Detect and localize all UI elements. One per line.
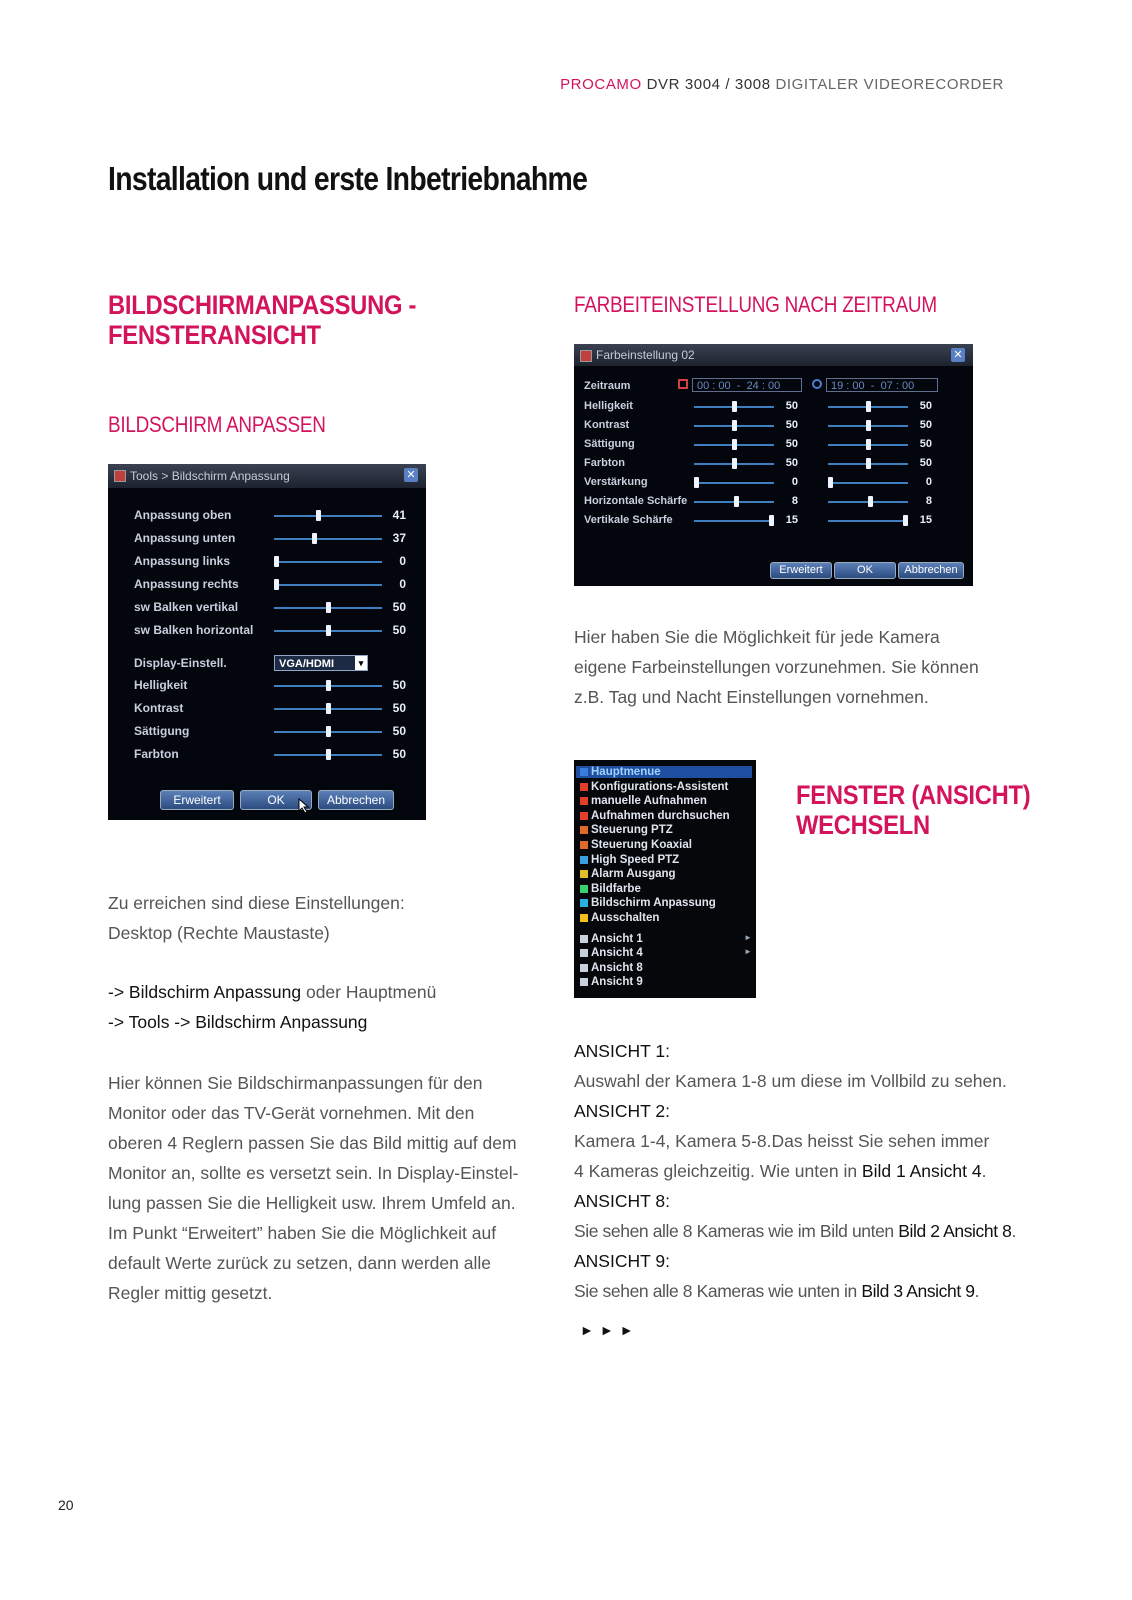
path-line-2: -> Tools -> Bildschirm Anpassung (108, 1012, 368, 1032)
view-text-part: Sie sehen alle 8 Kameras wie unten in (574, 1281, 862, 1301)
slider-track-b (828, 520, 908, 522)
heading-view-line-2: WECHSELN (796, 810, 930, 840)
screenshot-color-settings (574, 344, 973, 586)
view-label: ANSICHT 1: (574, 1041, 670, 1061)
color-slider-label: Horizontale Schärfe (584, 495, 688, 507)
slider-track-a (694, 482, 774, 484)
intro-text (108, 888, 548, 1037)
slider-label: Farbton (134, 747, 179, 761)
product-description: DIGITALER VIDEORECORDER (775, 76, 1004, 93)
model-name: DVR 3004 / 3008 (646, 76, 771, 93)
screenshot-main-menu (574, 760, 756, 998)
intro-line-1: Zu erreichen sind diese Einstellungen: (108, 893, 405, 913)
menu-item[interactable] (580, 976, 643, 988)
paragraph-line: Monitor oder das TV-Gerät vornehmen. Mit den (108, 1103, 475, 1123)
menu-item[interactable] (580, 912, 659, 924)
slider-handle-b[interactable] (866, 458, 871, 469)
slider-value-b: 50 (919, 438, 932, 450)
menu-item[interactable] (580, 824, 673, 836)
paragraph-line: Hier haben Sie die Möglichkeit für jede Kamera (574, 627, 940, 647)
paragraph-line: Regler mittig gesetzt. (108, 1283, 273, 1303)
menu-item-label: Aufnahmen durchsuchen (591, 809, 730, 822)
period-a-from: 00 : 00 (697, 380, 731, 392)
menu-item-label: Ansicht 9 (591, 976, 643, 989)
menu-item-icon (580, 797, 588, 805)
slider-handle[interactable] (274, 556, 279, 567)
slider-label: Anpassung oben (134, 508, 232, 522)
slider-value: 37 (392, 531, 406, 545)
chevron-right-icon: ► (744, 932, 752, 942)
paragraph-line: Hier können Sie Bildschirmanpassungen für den (108, 1073, 483, 1093)
path-line-1 (108, 977, 548, 1007)
menu-item-icon (580, 914, 588, 922)
slider-value-b: 15 (919, 514, 932, 526)
path-link-1: -> Bildschirm Anpassung (108, 982, 302, 1002)
window-title: Farbeinstellung 02 (596, 348, 695, 362)
slider-handle-a[interactable] (734, 496, 739, 507)
slider-handle[interactable] (326, 749, 331, 760)
slider-value-b: 50 (919, 419, 932, 431)
slider-label: Helligkeit (134, 678, 188, 692)
period-b-from: 19 : 00 (831, 380, 865, 392)
menu-item[interactable] (576, 766, 752, 778)
menu-item-label: Hauptmenue (591, 766, 661, 778)
menu-item-label: Ansicht 4 (591, 947, 643, 960)
mouse-cursor-icon (298, 798, 310, 814)
slider-value-a: 50 (785, 419, 798, 431)
screenshot-screen-adjust (108, 464, 426, 820)
menu-item[interactable] (580, 962, 643, 974)
chevron-down-icon: ▾ (355, 656, 367, 670)
slider-handle[interactable] (326, 602, 331, 613)
view-text (574, 1126, 1044, 1156)
slider-value: 50 (392, 600, 406, 614)
slider-label: Anpassung rechts (134, 577, 239, 591)
slider-label: Anpassung links (134, 554, 231, 568)
view-text (574, 1216, 1044, 1246)
menu-item[interactable] (580, 947, 752, 960)
running-header (560, 76, 1004, 93)
menu-item-label: Ansicht 8 (591, 961, 643, 974)
slider-handle[interactable] (312, 533, 317, 544)
slider-value-b: 50 (919, 457, 932, 469)
menu-item-icon (580, 885, 588, 893)
color-description (574, 622, 1024, 712)
view-text-part: Kamera 1-4, Kamera 5-8.Das heisst Sie sehen immer (574, 1131, 990, 1151)
slider-value-b: 0 (925, 476, 932, 488)
slider-handle-b[interactable] (866, 420, 871, 431)
menu-item[interactable] (580, 883, 641, 895)
slider-track (274, 561, 382, 563)
menu-item-label: Alarm Ausgang (591, 868, 676, 881)
ok-button[interactable]: OK (240, 790, 312, 810)
view-text (574, 1276, 1044, 1306)
slider-handle[interactable] (274, 579, 279, 590)
slider-value-b: 8 (925, 495, 932, 507)
view-text (574, 1066, 1044, 1096)
slider-handle-a[interactable] (732, 420, 737, 431)
path-suffix: oder Hauptmenü (301, 982, 437, 1002)
slider-value: 0 (399, 554, 406, 568)
menu-item-label: Steuerung Koaxial (591, 839, 692, 851)
menu-item-icon (580, 899, 588, 907)
cancel-button[interactable]: Abbrechen (898, 562, 964, 579)
section-heading (108, 290, 416, 350)
view-label: ANSICHT 2: (574, 1101, 670, 1121)
paragraph-line: Monitor an, sollte es versetzt sein. In Display-Einstel- (108, 1163, 519, 1183)
paragraph-line: oberen 4 Reglern passen Sie das Bild mittig auf dem (108, 1133, 517, 1153)
slider-handle-a[interactable] (732, 458, 737, 469)
window-icon (114, 470, 126, 482)
description-paragraph (108, 1068, 548, 1308)
slider-handle-b[interactable] (866, 439, 871, 450)
period-b-time[interactable] (826, 378, 938, 392)
view-text-end: . (974, 1281, 980, 1301)
display-select[interactable] (274, 655, 368, 671)
slider-value: 0 (399, 577, 406, 591)
menu-item[interactable] (580, 795, 707, 807)
window-title-bar (574, 344, 973, 366)
paragraph-line: Im Punkt “Erweitert” haben Sie die Möglichkeit auf (108, 1223, 497, 1243)
slider-value: 50 (392, 678, 406, 692)
view-text (574, 1156, 1044, 1186)
heading-view-switch (796, 780, 1030, 840)
paragraph-line: default Werte zurück zu setzen, dann werden alle (108, 1253, 491, 1273)
heading-color-settings: FARBEITEINSTELLUNG NACH ZEITRAUM (574, 292, 937, 317)
slider-handle[interactable] (326, 726, 331, 737)
display-select-value: VGA/HDMI (279, 658, 334, 670)
color-slider-label: Helligkeit (584, 400, 633, 412)
slider-handle-b[interactable] (866, 401, 871, 412)
display-setting-label: Display-Einstell. (134, 656, 227, 670)
paragraph-line: lung passen Sie die Helligkeit usw. Ihrem Umfeld an. (108, 1193, 516, 1213)
color-slider-label: Verstärkung (584, 476, 648, 488)
ok-button[interactable]: OK (834, 562, 896, 579)
image-reference-link: Bild 3 Ansicht 9 (861, 1281, 975, 1301)
slider-value-b: 50 (919, 400, 932, 412)
image-reference-link: Bild 2 Ansicht 8 (898, 1221, 1012, 1241)
color-slider-label: Kontrast (584, 419, 630, 431)
page-title: Installation und erste Inbetriebnahme (108, 160, 588, 197)
menu-item-label: Konfigurations-Assistent (591, 780, 729, 793)
view-text-end: . (981, 1161, 987, 1181)
slider-handle-b[interactable] (868, 496, 873, 507)
slider-handle[interactable] (326, 625, 331, 636)
menu-item[interactable] (580, 868, 676, 880)
image-reference-link: Bild 1 Ansicht 4 (861, 1161, 982, 1181)
period-b-separator: - (870, 380, 875, 392)
view-text-part: 4 Kameras gleichzeitig. Wie unten in (574, 1161, 862, 1181)
menu-item[interactable] (580, 932, 752, 945)
menu-item[interactable] (580, 781, 728, 793)
slider-handle[interactable] (326, 703, 331, 714)
slider-value: 50 (392, 724, 406, 738)
slider-track (274, 584, 382, 586)
menu-item-icon (580, 812, 588, 820)
extended-button[interactable]: Erweitert (160, 790, 234, 810)
slider-value: 41 (392, 508, 406, 522)
color-slider-label: Sättigung (584, 438, 635, 450)
slider-label: sw Balken vertikal (134, 600, 239, 614)
menu-item-icon (580, 964, 588, 972)
close-icon[interactable]: ✕ (404, 468, 418, 482)
heading-view-line-1: FENSTER (ANSICHT) (796, 780, 1031, 810)
slider-handle-a[interactable] (732, 401, 737, 412)
slider-label: Sättigung (134, 724, 190, 738)
slider-value: 50 (392, 747, 406, 761)
view-descriptions (574, 1036, 1044, 1306)
menu-item-label: Ansicht 1 (591, 932, 643, 945)
period-a-time[interactable] (692, 378, 802, 392)
slider-value-a: 50 (785, 457, 798, 469)
section-heading-line-1: BILDSCHIRMANPASSUNG - (108, 290, 417, 320)
menu-item[interactable] (580, 810, 730, 822)
menu-item-icon (580, 768, 588, 776)
section-heading-line-2: FENSTERANSICHT (108, 320, 321, 350)
menu-item-label: High Speed PTZ (591, 853, 680, 866)
period-a-to: 24 : 00 (746, 380, 781, 392)
slider-value-a: 50 (785, 438, 798, 450)
period-a-separator: - (736, 380, 741, 392)
menu-item[interactable] (580, 854, 679, 866)
brand-name: PROCAMO (560, 76, 642, 93)
spacer (108, 948, 548, 977)
slider-handle[interactable] (316, 510, 321, 521)
continue-arrows-icon: ►►► (580, 1322, 640, 1338)
menu-item[interactable] (580, 897, 716, 909)
slider-track-b (828, 482, 908, 484)
menu-item-icon (580, 935, 588, 943)
cancel-button[interactable]: Abbrechen (318, 790, 394, 810)
view-text-part: Auswahl der Kamera 1-8 um diese im Vollbild zu sehen. (574, 1071, 1007, 1091)
menu-item-icon (580, 949, 588, 957)
slider-value-a: 0 (791, 476, 798, 488)
slider-value-a: 50 (785, 400, 798, 412)
window-title-bar (108, 464, 426, 488)
menu-item-icon (580, 856, 588, 864)
subheading-adjust: BILDSCHIRM ANPASSEN (108, 412, 326, 437)
menu-item-label: Ausschalten (591, 912, 660, 924)
menu-item-label: Steuerung PTZ (591, 824, 673, 837)
view-text-end: . (1011, 1221, 1016, 1241)
window-title: Tools > Bildschirm Anpassung (130, 469, 290, 483)
slider-value: 50 (392, 701, 406, 715)
page-number: 20 (58, 1497, 74, 1513)
slider-handle[interactable] (326, 680, 331, 691)
close-icon[interactable]: ✕ (951, 348, 965, 362)
slider-track (274, 515, 382, 517)
menu-item-label: manuelle Aufnahmen (591, 795, 707, 808)
menu-item-icon (580, 978, 588, 986)
slider-label: Kontrast (134, 701, 184, 715)
menu-item[interactable] (580, 839, 692, 851)
color-slider-label: Farbton (584, 457, 625, 469)
color-slider-label: Vertikale Schärfe (584, 514, 673, 526)
menu-item-label: Bildfarbe (591, 882, 641, 895)
paragraph-line: z.B. Tag und Nacht Einstellungen vornehmen. (574, 687, 929, 707)
chevron-right-icon: ► (744, 947, 752, 957)
slider-label: Anpassung unten (134, 531, 236, 545)
period-b-checkbox[interactable] (812, 379, 822, 389)
menu-item-icon (580, 826, 588, 834)
slider-value-a: 8 (791, 495, 798, 507)
paragraph-line: eigene Farbeinstellungen vorzunehmen. Sie können (574, 657, 979, 677)
slider-track (274, 538, 382, 540)
extended-button[interactable]: Erweitert (770, 562, 832, 579)
intro-line-2: Desktop (Rechte Maustaste) (108, 923, 330, 943)
slider-track-a (694, 520, 774, 522)
view-text-part: Sie sehen alle 8 Kameras wie im Bild unten (574, 1221, 899, 1241)
slider-value: 50 (392, 623, 406, 637)
period-label: Zeitraum (584, 380, 631, 392)
view-label: ANSICHT 8: (574, 1191, 670, 1211)
view-label: ANSICHT 9: (574, 1251, 670, 1271)
menu-item-icon (580, 783, 588, 791)
period-b-to: 07 : 00 (880, 380, 915, 392)
period-a-checkbox[interactable] (678, 379, 688, 389)
menu-item-icon (580, 870, 588, 878)
slider-value-a: 15 (785, 514, 798, 526)
slider-handle-b[interactable] (828, 477, 833, 488)
menu-item-icon (580, 841, 588, 849)
window-icon (580, 350, 592, 362)
slider-label: sw Balken horizontal (134, 623, 254, 637)
slider-handle-a[interactable] (732, 439, 737, 450)
menu-item-label: Bildschirm Anpassung (591, 897, 716, 910)
slider-handle-a[interactable] (694, 477, 699, 488)
